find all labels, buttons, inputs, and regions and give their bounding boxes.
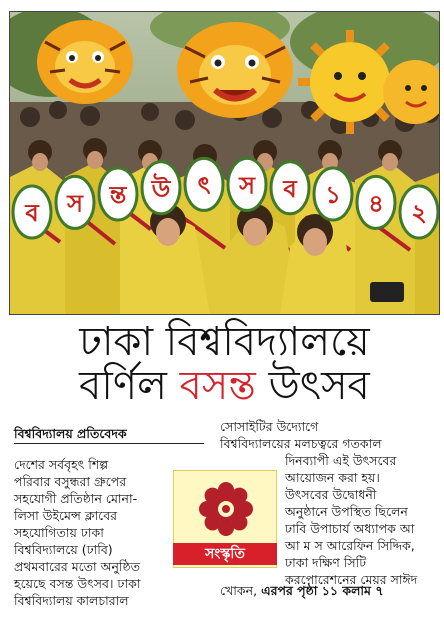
culture-emblem-icon	[199, 482, 253, 536]
banner-placard	[142, 162, 180, 214]
culture-section-label: সংস্কৃতি	[173, 543, 277, 565]
banner-placard	[271, 162, 309, 214]
banner-letter: উ	[151, 174, 171, 203]
article-line: বিশ্ববিদ্যালয়ে (ঢাবি)	[14, 542, 113, 557]
banner-placard	[99, 168, 137, 220]
banner-placard	[56, 176, 94, 228]
tiger-mask-center	[177, 22, 293, 118]
banner-placard	[357, 176, 395, 228]
article-line: প্রথমবারের মতো অনুষ্ঠিত	[14, 559, 141, 574]
banner-letter: ব	[25, 199, 39, 227]
banner-letter: ২	[411, 199, 427, 227]
article-line: করপোরেশনের মেয়র সাঈদ	[285, 572, 418, 587]
banner-letter: ৪	[368, 189, 384, 218]
banner-placard	[400, 186, 438, 238]
article-line: লিসা উইমেন্স ক্লাবের	[14, 508, 118, 523]
article-line: দিনব্যাপী এই উৎসবের	[285, 453, 397, 468]
article-line: পরিবার বসুন্ধরা গ্রুপের	[14, 474, 127, 489]
banner-letter: স	[239, 171, 255, 200]
article-column-2-middle	[285, 452, 435, 588]
byline: বিশ্ববিদ্যালয় প্রতিবেদক	[14, 425, 204, 444]
headline-word-spring: বসন্ত	[179, 363, 256, 409]
festival-photo	[9, 11, 440, 315]
article-line: সোসাইটির উদ্যোগে	[220, 419, 319, 434]
article-line: ঢাবি উপাচার্য অধ্যাপক আ	[285, 521, 415, 536]
banner-letter: ব	[283, 174, 297, 203]
article-line: বিশ্ববিদ্যালয়ের মলচত্বরে গতকাল	[220, 436, 382, 451]
banner-letter: স	[67, 189, 83, 218]
article-line: সহযোগিতায় ঢাকা	[14, 525, 104, 540]
banner-placard	[228, 158, 266, 210]
continued-jump-link[interactable]: এরপর পৃষ্ঠা ১১ কলাম ৭	[261, 583, 384, 598]
article-line: উৎসবের উদ্বোধনী	[285, 487, 377, 502]
article-line: হয়েছে বসন্ত উৎসব। ঢাকা	[14, 576, 141, 591]
article-column-2-top	[220, 418, 435, 452]
headline-word-festival: উৎসব	[268, 363, 370, 409]
article-line: বিশ্ববিদ্যালয় কালচারাল	[14, 593, 129, 608]
article-line: আ ম স আরেফিন সিদ্দিক,	[285, 538, 415, 553]
banner-letter: ১	[325, 181, 341, 210]
headline-word-colorful: বর্ণিল	[79, 363, 167, 409]
banner-letter: ন্ত	[109, 181, 127, 210]
tiger-mask-left	[37, 20, 133, 104]
banner-placard	[13, 186, 51, 238]
article-last-line: খোকন,	[220, 583, 258, 598]
banner-letter: ৎ	[197, 171, 211, 200]
banner-placard	[314, 168, 352, 220]
banner-placard	[185, 158, 223, 210]
article-line: সহযোগী প্রতিষ্ঠান মোনা-	[14, 491, 138, 506]
article-line: অনুষ্ঠানে উপস্থিত ছিলেন	[285, 504, 408, 519]
article-line: ঢাকা দক্ষিণ সিটি	[285, 555, 367, 570]
article-line: দেশের সর্ববৃহৎ শিল্প	[14, 457, 109, 472]
article-column-2-bottom	[220, 582, 435, 599]
article-line: আয়োজন করা হয়।	[285, 470, 380, 485]
headline-line-1: ঢাকা বিশ্ববিদ্যালয়ে	[79, 319, 370, 365]
headline-line-2	[9, 363, 440, 409]
